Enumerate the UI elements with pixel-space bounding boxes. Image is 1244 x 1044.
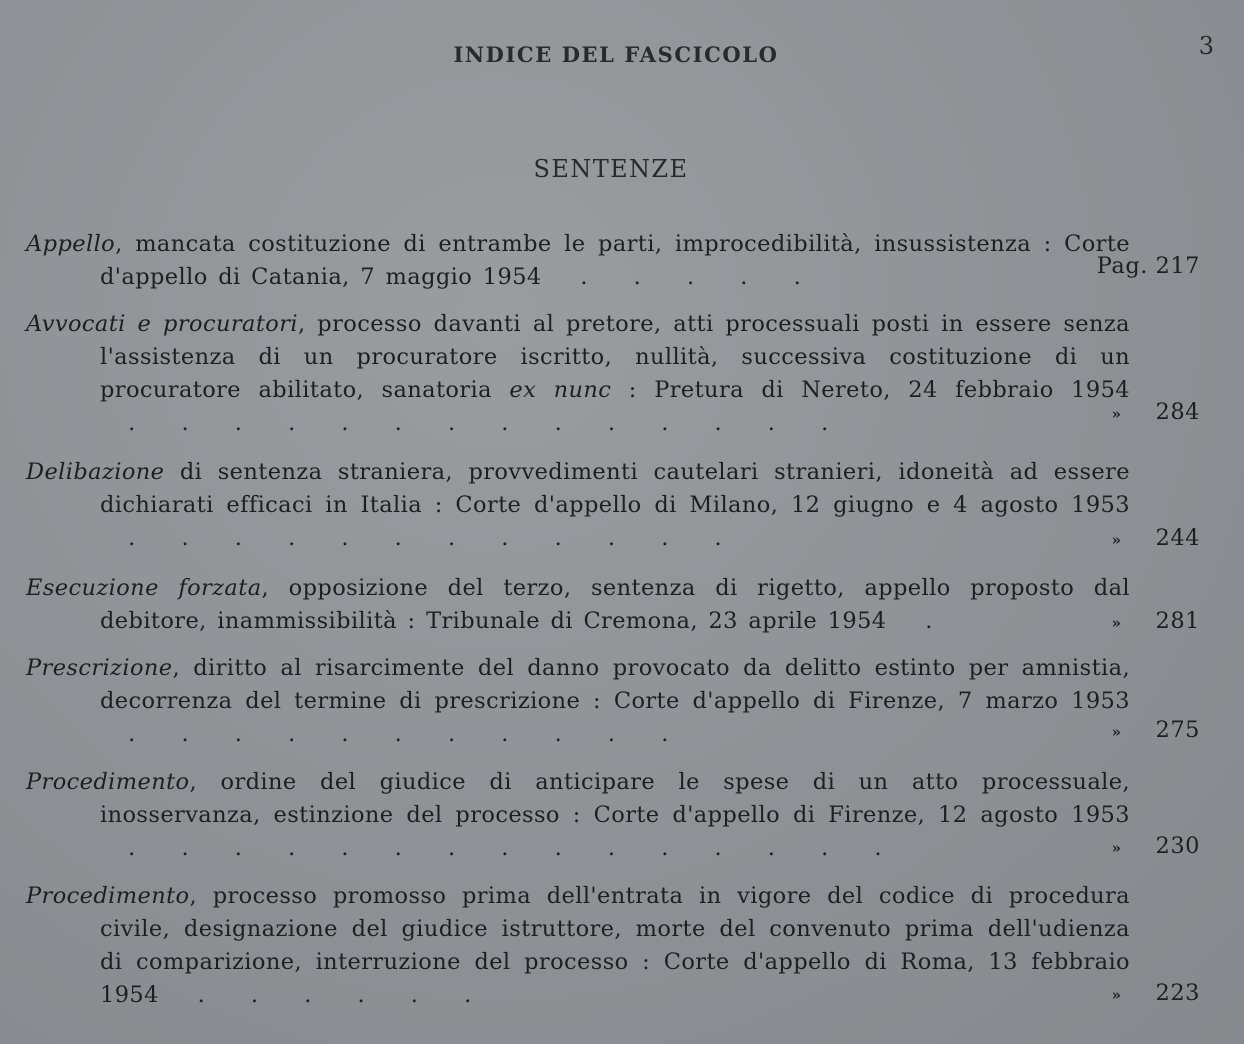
entry-text — [26, 880, 1130, 1012]
page-ref-number: 281 — [1155, 608, 1200, 634]
page-ref-prefix: » — [1111, 839, 1122, 857]
entry-text — [26, 308, 1130, 440]
page-ref-number: 284 — [1155, 399, 1200, 425]
entry-description-end: : Pretura di Nereto, 24 febbraio 1954 — [611, 377, 1130, 403]
entry-description: , processo davanti al pretore, atti processuali posti in essere senza l'assistenza di un procuratore iscritto, nullità, successiva costituzione di un procuratore abilitato, sanatoria — [100, 311, 1130, 403]
dot-leader: . . . . . . . . . . . — [100, 721, 687, 747]
page-ref-number: 230 — [1155, 833, 1200, 859]
entry-page-ref — [1112, 605, 1200, 640]
entry-description: , processo promosso prima dell'entrata in vigore del codice di procedura civile, designazione del giudice istruttore, morte del convenuto prima dell'udienza di comparizione, interruzione del processo : Corte d'appello di Roma, 13 febbraio 1954 — [100, 883, 1130, 1008]
page-ref-number: 275 — [1155, 717, 1200, 743]
dot-leader: . . . . . . . . . . . . . . — [100, 410, 847, 436]
entry-description: , diritto al risarcimente del danno provocato da delitto estinto per amnistia, decorrenza del termine di prescrizione : Corte d'appello di Firenze, 7 marzo 1953 — [100, 655, 1130, 714]
page-ref-prefix: » — [1111, 405, 1122, 423]
entry-description: , mancata costituzione di entrambe le parti, improcedibilità, insussistenza : Corte d'appello di Catania, 7 maggio 1954 — [100, 231, 1130, 290]
entry-text — [26, 766, 1130, 865]
running-head: INDICE DEL FASCICOLO — [453, 42, 779, 67]
entry-keyword: Procedimento — [26, 769, 190, 795]
entry-page-ref — [1112, 396, 1200, 431]
entry-page-ref — [1112, 714, 1200, 749]
entry-page-ref — [1112, 830, 1200, 865]
entry-page-ref — [1112, 977, 1200, 1012]
dot-leader: . . . . . . . . . . . . . . . — [100, 835, 900, 861]
section-title: SENTENZE — [533, 155, 689, 183]
entry-keyword: Avvocati e procuratori — [26, 311, 298, 337]
entry-text — [26, 572, 1130, 638]
entry-description: , opposizione del terzo, sentenza di rigetto, appello proposto dal debitore, inammissibilità : Tribunale di Cremona, 23 aprile 1954 — [100, 575, 1130, 634]
page-ref-number: 244 — [1155, 525, 1200, 551]
entry-page-ref — [1097, 250, 1200, 283]
dot-leader: . . . . . . — [169, 982, 490, 1008]
page-ref-prefix: » — [1111, 723, 1122, 741]
entry-keyword: Prescrizione — [26, 655, 173, 681]
page-ref-number: 217 — [1155, 253, 1200, 279]
page-ref-prefix: » — [1111, 986, 1122, 1004]
entry-text — [26, 652, 1130, 751]
page-number: 3 — [1198, 32, 1214, 60]
entry-text — [26, 228, 1130, 294]
entry-italic-phrase: ex nunc — [509, 377, 612, 403]
dot-leader: . — [897, 608, 951, 634]
entry-page-ref — [1112, 522, 1200, 557]
dot-leader: . . . . . — [552, 264, 819, 290]
entry-keyword: Esecuzione forzata — [26, 575, 262, 601]
page-ref-prefix: » — [1111, 531, 1122, 549]
entry-description: , ordine del giudice di anticipare le spese di un atto processuale, inosservanza, estinzione del processo : Corte d'appello di Firenze, 12 agosto 1953 — [100, 769, 1130, 828]
page-ref-prefix: Pag. — [1096, 253, 1148, 279]
page-ref-number: 223 — [1155, 980, 1200, 1006]
page-ref-prefix: » — [1111, 614, 1122, 632]
entry-text — [26, 456, 1130, 555]
dot-leader: . . . . . . . . . . . . — [100, 525, 740, 551]
entry-keyword: Procedimento — [26, 883, 190, 909]
entry-keyword: Delibazione — [26, 459, 165, 485]
entry-description: di sentenza straniera, provvedimenti cautelari stranieri, idoneità ad essere dichiarati efficaci in Italia : Corte d'appello di Milano, 12 giugno e 4 agosto 1953 — [100, 459, 1130, 518]
entry-keyword: Appello — [26, 231, 116, 257]
